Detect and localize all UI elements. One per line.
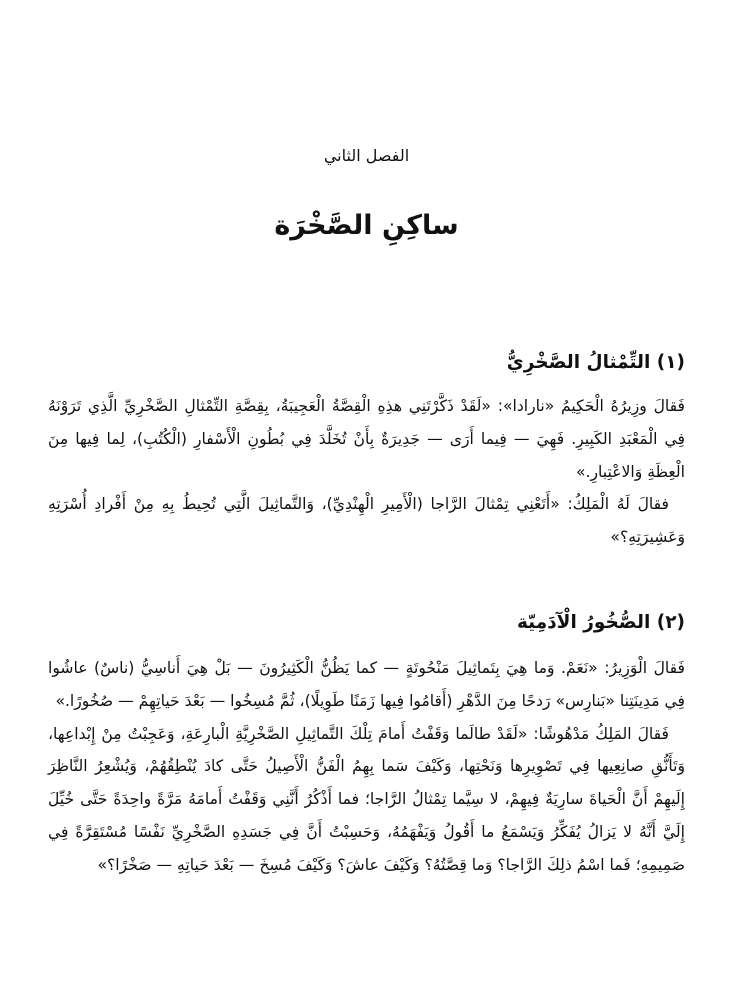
paragraph: فَقالَ وزِيرُهُ الْحَكِيمُ «نارادا»: «لَقَدْ ذَكَّرْتَنِي هذِهِ الْقِصَّةُ الْعَجِيبَةُ، بِقِصَّةِ التِّمْثالِ الصَّخْرِيِّ الَّذِي تَرَوْنَهُ فِي الْمَعْبَدِ الكَبِيرِ. فَهِيَ — فِيما أَرَى — جَدِيرَةٌ بِأَنْ تُخَلَّدَ فِي بُطُونِ الْأَسْفارِ (الْكُتُبِ)، لِما فِيها مِنَ الْعِظَةِ وَالاعْتِبارِ.» <box>48 397 685 481</box>
paragraph: فَقالَ المَلِكُ مَدْهُوشًا: «لَقَدْ طالَما وَقَفْتُ أَمامَ تِلْكَ التَّماثِيلِ الصَّخْرِيَّةِ الْبارِعَةِ، وَعَجِبْتُ مِنْ إِبْداعِها، وَتَأَنُّقِ صانِعِيها فِي تَصْوِيرِها وَنَحْتِها، وَكَيْفَ سَما بِهِمُ الْفَنُّ الْأَصِيلُ حَتَّى كادَ يُنْطِقُهُمْ، وَيُشْعِرُ النَّاظِرَ إِلَيهِمْ أَنَّ الْحَياةَ سارِيَةٌ فِيهِمْ، لا سِيَّما تِمْثالُ الرَّاجا؛ فما أَذْكُرُ أَنَّنِي وَقَفْتُ أَمامَهُ مَرَّةً واحِدَةً حَتَّى خُيِّلَ إِلَيَّ أَنَّهُ لا يَزالُ يُفَكِّرُ وَيَسْمَعُ ما أَقُولُ وَيَفْهَمُهُ، وَحَسِبْتُ أَنَّ فِي جَسَدِهِ الصَّخْرِيِّ نَفْسًا مُسْتَقِرَّةً فِي صَمِيمِهِ؛ فَما اسْمُ ذلِكَ الرَّاجا؟ وَما قِصَّتُهُ؟ وَكَيْفَ عاشَ؟ وَكَيْفَ مُسِخَ — بَعْدَ حَياتِهِ — صَخْرًا؟» <box>48 724 685 874</box>
section-heading: (٢) الصُّخُورُ الْآدَمِيّة <box>516 612 685 633</box>
chapter-title: ساكِنِ الصَّخْرَة <box>274 210 459 241</box>
paragraph: فَقالَ الْوَزِيرُ: «نَعَمْ. وَما هِيَ بِتَماثِيلَ مَنْحُوتَةٍ — كما يَظُنُّ الْكَثِيرُونَ — بَلْ هِيَ أَناسِيُّ (ناسٌ) عاشُوا فِي مَدِينَتِنا «بَنارِس» رَدحًا مِنَ الدَّهْرِ (أَقامُوا فِيها زَمَنًا طَوِيلًا)، ثُمَّ مُسِخُوا — بَعْدَ حَياتِهِمْ — صُخُورًا.» <box>48 659 685 710</box>
book-page <box>48 0 685 1000</box>
section-human-rocks <box>48 608 685 882</box>
section-heading: (١) التِّمْثالُ الصَّخْرِيُّ <box>506 352 685 373</box>
paragraph: فقالَ لَهُ الْمَلِكُ: «أَتَعْنِي تِمْثالَ الرَّاجا (الْأَمِيرِ الْهِنْدِيِّ)، وَالتَّماثِيلَ الَّتِي تُحِيطُ بِهِ مِنْ أَفْرادِ أُسْرَتِهِ وَعَشِيرَتِهِ؟» <box>48 495 685 547</box>
section-stone-statue <box>48 348 685 554</box>
chapter-label: الفصل الثاني <box>323 146 410 165</box>
